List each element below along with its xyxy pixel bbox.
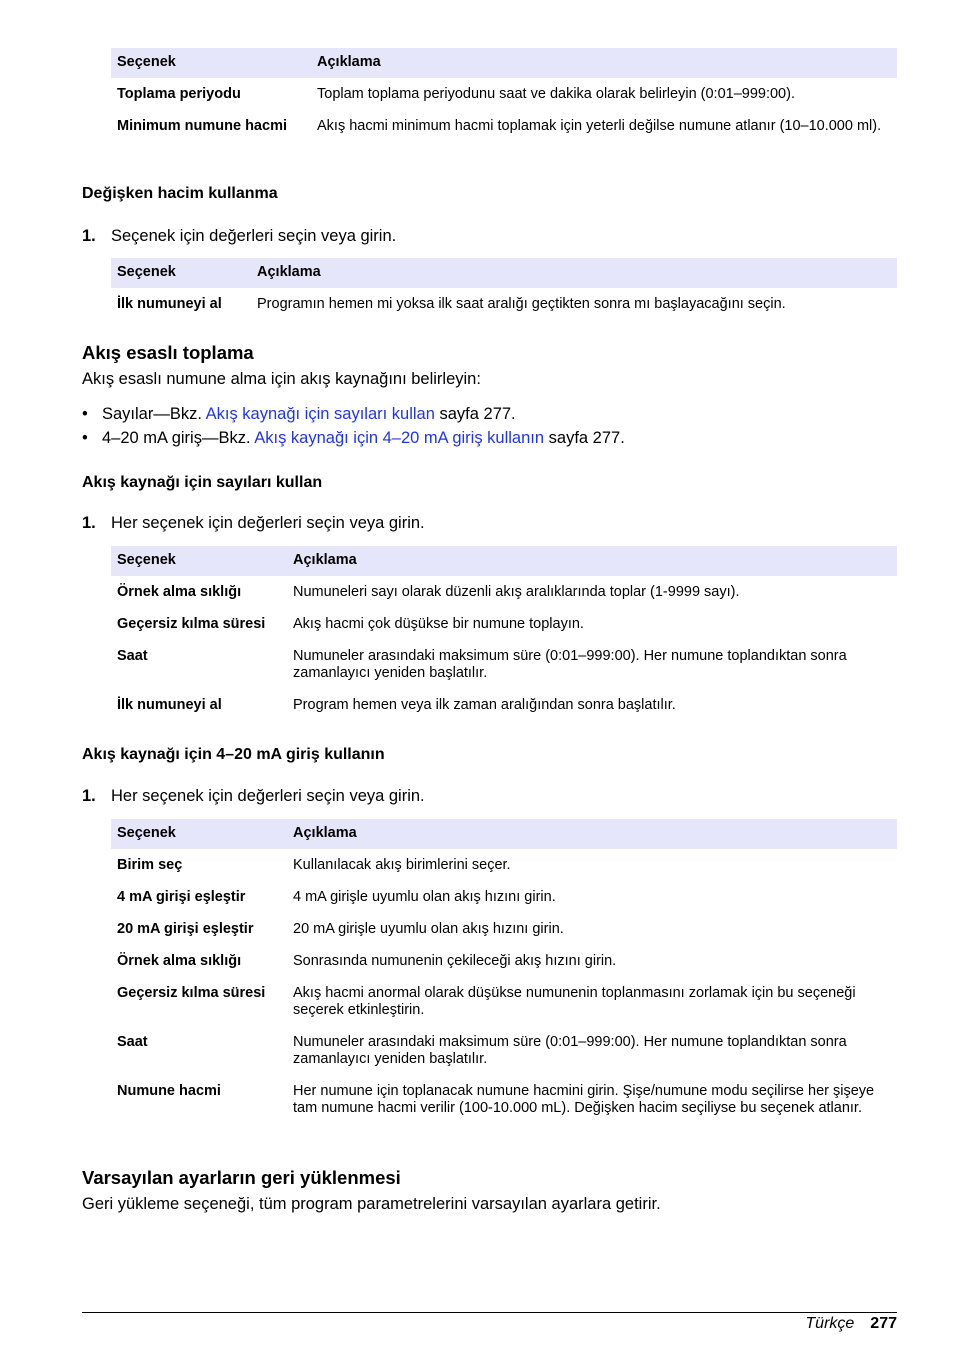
step-number: 1. [82, 514, 96, 532]
option-description: Akış hacmi minimum hacmi toplamak için yeterli değilse numune atlanır (10–10.000 ml). [317, 118, 882, 134]
table-header-row [111, 819, 897, 849]
list-item-text [102, 402, 516, 426]
column-header-description: Açıklama [251, 258, 897, 288]
options-table-variable-volume [111, 258, 897, 320]
option-description: Numuneler arasındaki maksimum süre (0:01–999:00). Her numune toplandıktan sonra zamanlayıcı yeniden başlatılır. [293, 1034, 847, 1067]
table-row [111, 881, 897, 913]
list-item-prefix: Sayılar—Bkz. [102, 405, 206, 423]
table-row [111, 608, 897, 640]
table-header-row [111, 546, 897, 576]
table-row [111, 288, 897, 320]
step-text: Her seçenek için değerleri seçin veya girin. [111, 787, 425, 805]
option-name: Örnek alma sıklığı [117, 953, 242, 969]
options-table-collection [111, 48, 897, 142]
table-row [111, 849, 897, 881]
option-name: 4 mA girişi eşleştir [117, 889, 246, 905]
option-description: Program hemen veya ilk zaman aralığından sonra başlatılır. [293, 697, 676, 713]
option-name: İlk numuneyi al [117, 697, 222, 713]
option-description: Numuneleri sayı olarak düzenli akış aralıklarında toplar (1-9999 sayı). [293, 584, 740, 600]
table-row [111, 689, 897, 721]
table-row [111, 110, 897, 142]
procedure-step [82, 226, 396, 246]
table-row [111, 977, 897, 1026]
bullet-icon: • [82, 405, 88, 423]
option-description: 20 mA girişle uyumlu olan akış hızını girin. [293, 921, 564, 937]
table-row [111, 1026, 897, 1075]
options-table-counts [111, 546, 897, 721]
options-table-ma-input [111, 819, 897, 1124]
column-header-option: Seçenek [111, 819, 287, 849]
table-header-row [111, 48, 897, 78]
link-ma-input-flow-source[interactable]: Akış kaynağı için 4–20 mA giriş kullanın [254, 429, 545, 447]
option-description: Kullanılacak akış birimlerini seçer. [293, 857, 511, 873]
option-name: Geçersiz kılma süresi [117, 616, 266, 632]
column-header-option: Seçenek [111, 546, 287, 576]
list-item-suffix: sayfa 277. [544, 429, 625, 447]
table-row [111, 576, 897, 608]
list-item-prefix: 4–20 mA giriş—Bkz. [102, 429, 255, 447]
section-intro: Akış esaslı numune alma için akış kaynağını belirleyin: [82, 370, 481, 388]
step-text: Seçenek için değerleri seçin veya girin. [111, 227, 397, 245]
option-name: Birim seç [117, 857, 183, 873]
option-name: Geçersiz kılma süresi [117, 985, 266, 1001]
column-header-description: Açıklama [287, 546, 897, 576]
option-description: Toplam toplama periyodunu saat ve dakika olarak belirleyin (0:01–999:00). [317, 86, 795, 102]
table-header-row [111, 258, 897, 288]
table-row [111, 1075, 897, 1124]
option-description: Programın hemen mi yoksa ilk saat aralığı geçtikten sonra mı başlayacağını seçin. [257, 296, 786, 312]
column-header-description: Açıklama [311, 48, 897, 78]
option-description: Numuneler arasındaki maksimum süre (0:01–999:00). Her numune toplandıktan sonra zamanlayıcı yeniden başlatılır. [293, 648, 847, 681]
page-footer [82, 1312, 897, 1333]
column-header-option: Seçenek [111, 48, 311, 78]
option-name: Toplama periyodu [117, 86, 241, 102]
section-heading-variable-volume: Değişken hacim kullanma [82, 185, 278, 202]
option-name: Minimum numune hacmi [117, 118, 287, 134]
step-number: 1. [82, 227, 96, 245]
option-name: Numune hacmi [117, 1083, 221, 1099]
table-row [111, 640, 897, 689]
link-counts-flow-source[interactable]: Akış kaynağı için sayıları kullan [205, 405, 435, 423]
section-text: Geri yükleme seçeneği, tüm program parametrelerini varsayılan ayarlara getirir. [82, 1195, 661, 1213]
table-row [111, 913, 897, 945]
option-description: Akış hacmi çok düşükse bir numune toplayın. [293, 616, 584, 632]
list-item [82, 402, 897, 426]
option-name: Örnek alma sıklığı [117, 584, 242, 600]
option-name: 20 mA girişi eşleştir [117, 921, 254, 937]
footer-language: Türkçe [805, 1315, 855, 1332]
list-item [82, 426, 897, 450]
option-name: İlk numuneyi al [117, 296, 222, 312]
step-text: Her seçenek için değerleri seçin veya girin. [111, 514, 425, 532]
list-item-suffix: sayfa 277. [434, 405, 516, 423]
option-description: Her numune için toplanacak numune hacmini girin. Şişe/numune modu seçilirse her şişeye tam numune hacmi verilir (100-10.000 mL). Değişken hacim seçiliyse bu seçenek atlanır. [293, 1083, 875, 1116]
section-heading-restore-defaults: Varsayılan ayarların geri yüklenmesi [82, 1167, 401, 1188]
bullet-icon: • [82, 429, 88, 447]
option-description: Sonrasında numunenin çekileceği akış hızını girin. [293, 953, 617, 969]
column-header-description: Açıklama [287, 819, 897, 849]
option-name: Saat [117, 1034, 148, 1050]
option-description: 4 mA girişle uyumlu olan akış hızını girin. [293, 889, 556, 905]
section-heading-flow-based: Akış esaslı toplama [82, 342, 254, 363]
section-heading-ma-input: Akış kaynağı için 4–20 mA giriş kullanın [82, 746, 385, 763]
page-number: 277 [870, 1315, 897, 1332]
table-row [111, 78, 897, 110]
list-item-text [102, 426, 625, 450]
procedure-step [82, 513, 425, 533]
option-description: Akış hacmi anormal olarak düşükse numunenin toplanmasını zorlamak için bu seçeneği seçerek etkinleştirin. [293, 985, 856, 1018]
step-number: 1. [82, 787, 96, 805]
procedure-step [82, 786, 425, 806]
flow-source-list [82, 402, 897, 450]
option-name: Saat [117, 648, 148, 664]
table-row [111, 945, 897, 977]
column-header-option: Seçenek [111, 258, 251, 288]
section-heading-counts: Akış kaynağı için sayıları kullan [82, 474, 323, 491]
